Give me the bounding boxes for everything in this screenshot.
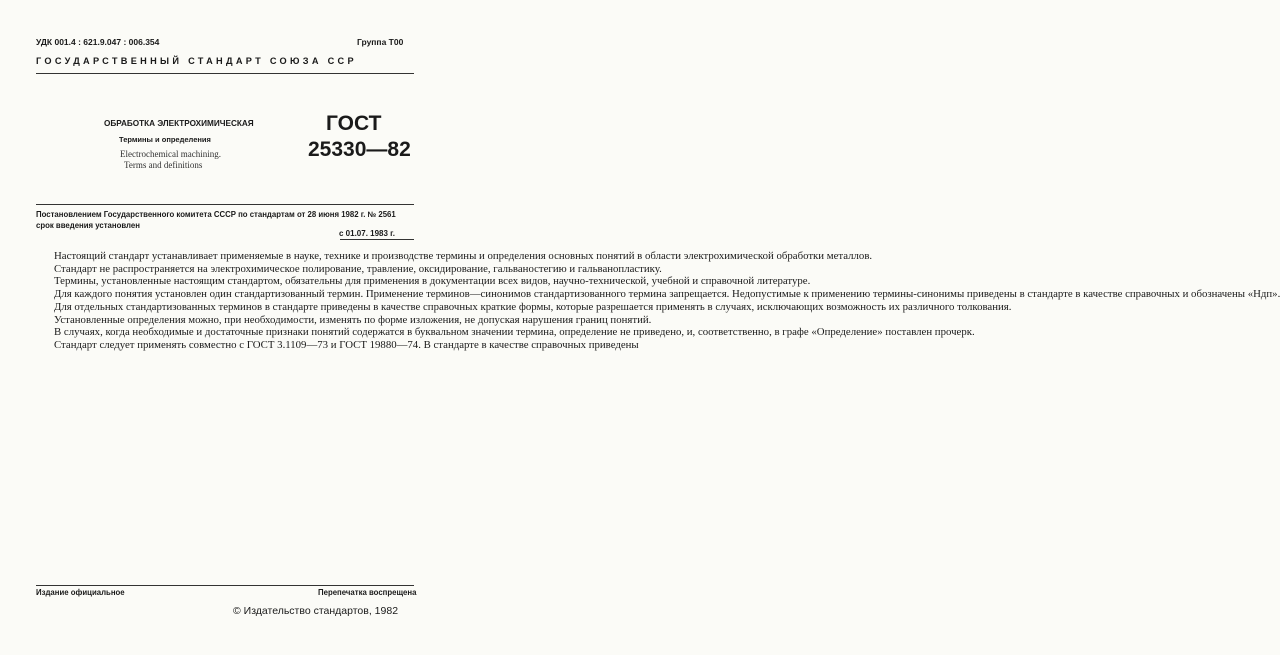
group-code: Группа Т00 [357, 37, 404, 47]
document-title: ОБРАБОТКА ЭЛЕКТРОХИМИЧЕСКАЯ [104, 119, 254, 128]
paragraph-related-standards: Стандарт следует применять совместно с ГОСТ 3.1109—73 и ГОСТ 19880—74. В стандарте в качестве справочных приведены [54, 338, 639, 351]
gost-label: ГОСТ [326, 112, 382, 135]
gost-number: 25330—82 [308, 138, 411, 161]
decree-text: Постановлением Государственного комитета СССР по стандартам от 28 июня 1982 г. № 2561 срок введения установлен [36, 210, 396, 230]
paragraph-short-forms: Для отдельных стандартизованных терминов в стандарте приведены в качестве справочных краткие формы, которые разрешается применять в случаях, исключающих возможность их различного толкования. [54, 300, 1012, 313]
middle-divider [36, 204, 414, 205]
top-divider [36, 73, 414, 74]
official-edition-label: Издание официальное [36, 588, 125, 597]
udk-code: УДК 001.4 : 621.9.047 : 006.354 [36, 37, 160, 47]
effective-date: с 01.07. 1983 г. [339, 229, 395, 238]
effective-date-underline [340, 239, 414, 240]
copyright-notice: © Издательство стандартов, 1982 [233, 605, 399, 617]
body-text [36, 250, 1280, 352]
english-title-line-1: Electrochemical machining. [120, 149, 221, 159]
paragraph-exclusions: Стандарт не распространяется на электрохимическое полирование, травление, оксидирование, гальваностегию и гальванопластику. [54, 262, 662, 275]
bottom-divider [36, 585, 414, 586]
paragraph-dash-rule: В случаях, когда необходимые и достаточные признаки понятий содержатся в буквальном значении термина, определение не приведено, и, соответственно, в графе «Определение» поставлен прочерк. [54, 326, 975, 339]
state-standard-heading: ГОСУДАРСТВЕННЫЙ СТАНДАРТ СОЮЗА ССР [36, 56, 357, 66]
paragraph-scope: Настоящий стандарт устанавливает применяемые в науке, технике и производстве термины и определения основных понятий в области электрохимической обработки металлов. [54, 250, 873, 262]
paragraph-synonyms: Для каждого понятия установлен один стандартизованный термин. Применение терминов—синонимов стандартизованного термина запрещается. Недопустимые к применению термины-синонимы приведены в стандарте в качестве справочных и обозначены «Ндп». [54, 288, 1280, 301]
reprint-prohibited-label: Перепечатка воспрещена [318, 588, 417, 597]
paragraph-mandatory-use: Термины, установленные настоящим стандартом, обязательны для применения в документации всех видов, научно-технической, учебной и справочной литературе. [54, 275, 811, 288]
english-title-line-2: Terms and definitions [124, 160, 203, 170]
document-subtitle: Термины и определения [119, 135, 211, 144]
paragraph-definitions-edit: Установленные определения можно, при необходимости, изменять по форме изложения, не допуская нарушения границ понятий. [54, 313, 652, 326]
